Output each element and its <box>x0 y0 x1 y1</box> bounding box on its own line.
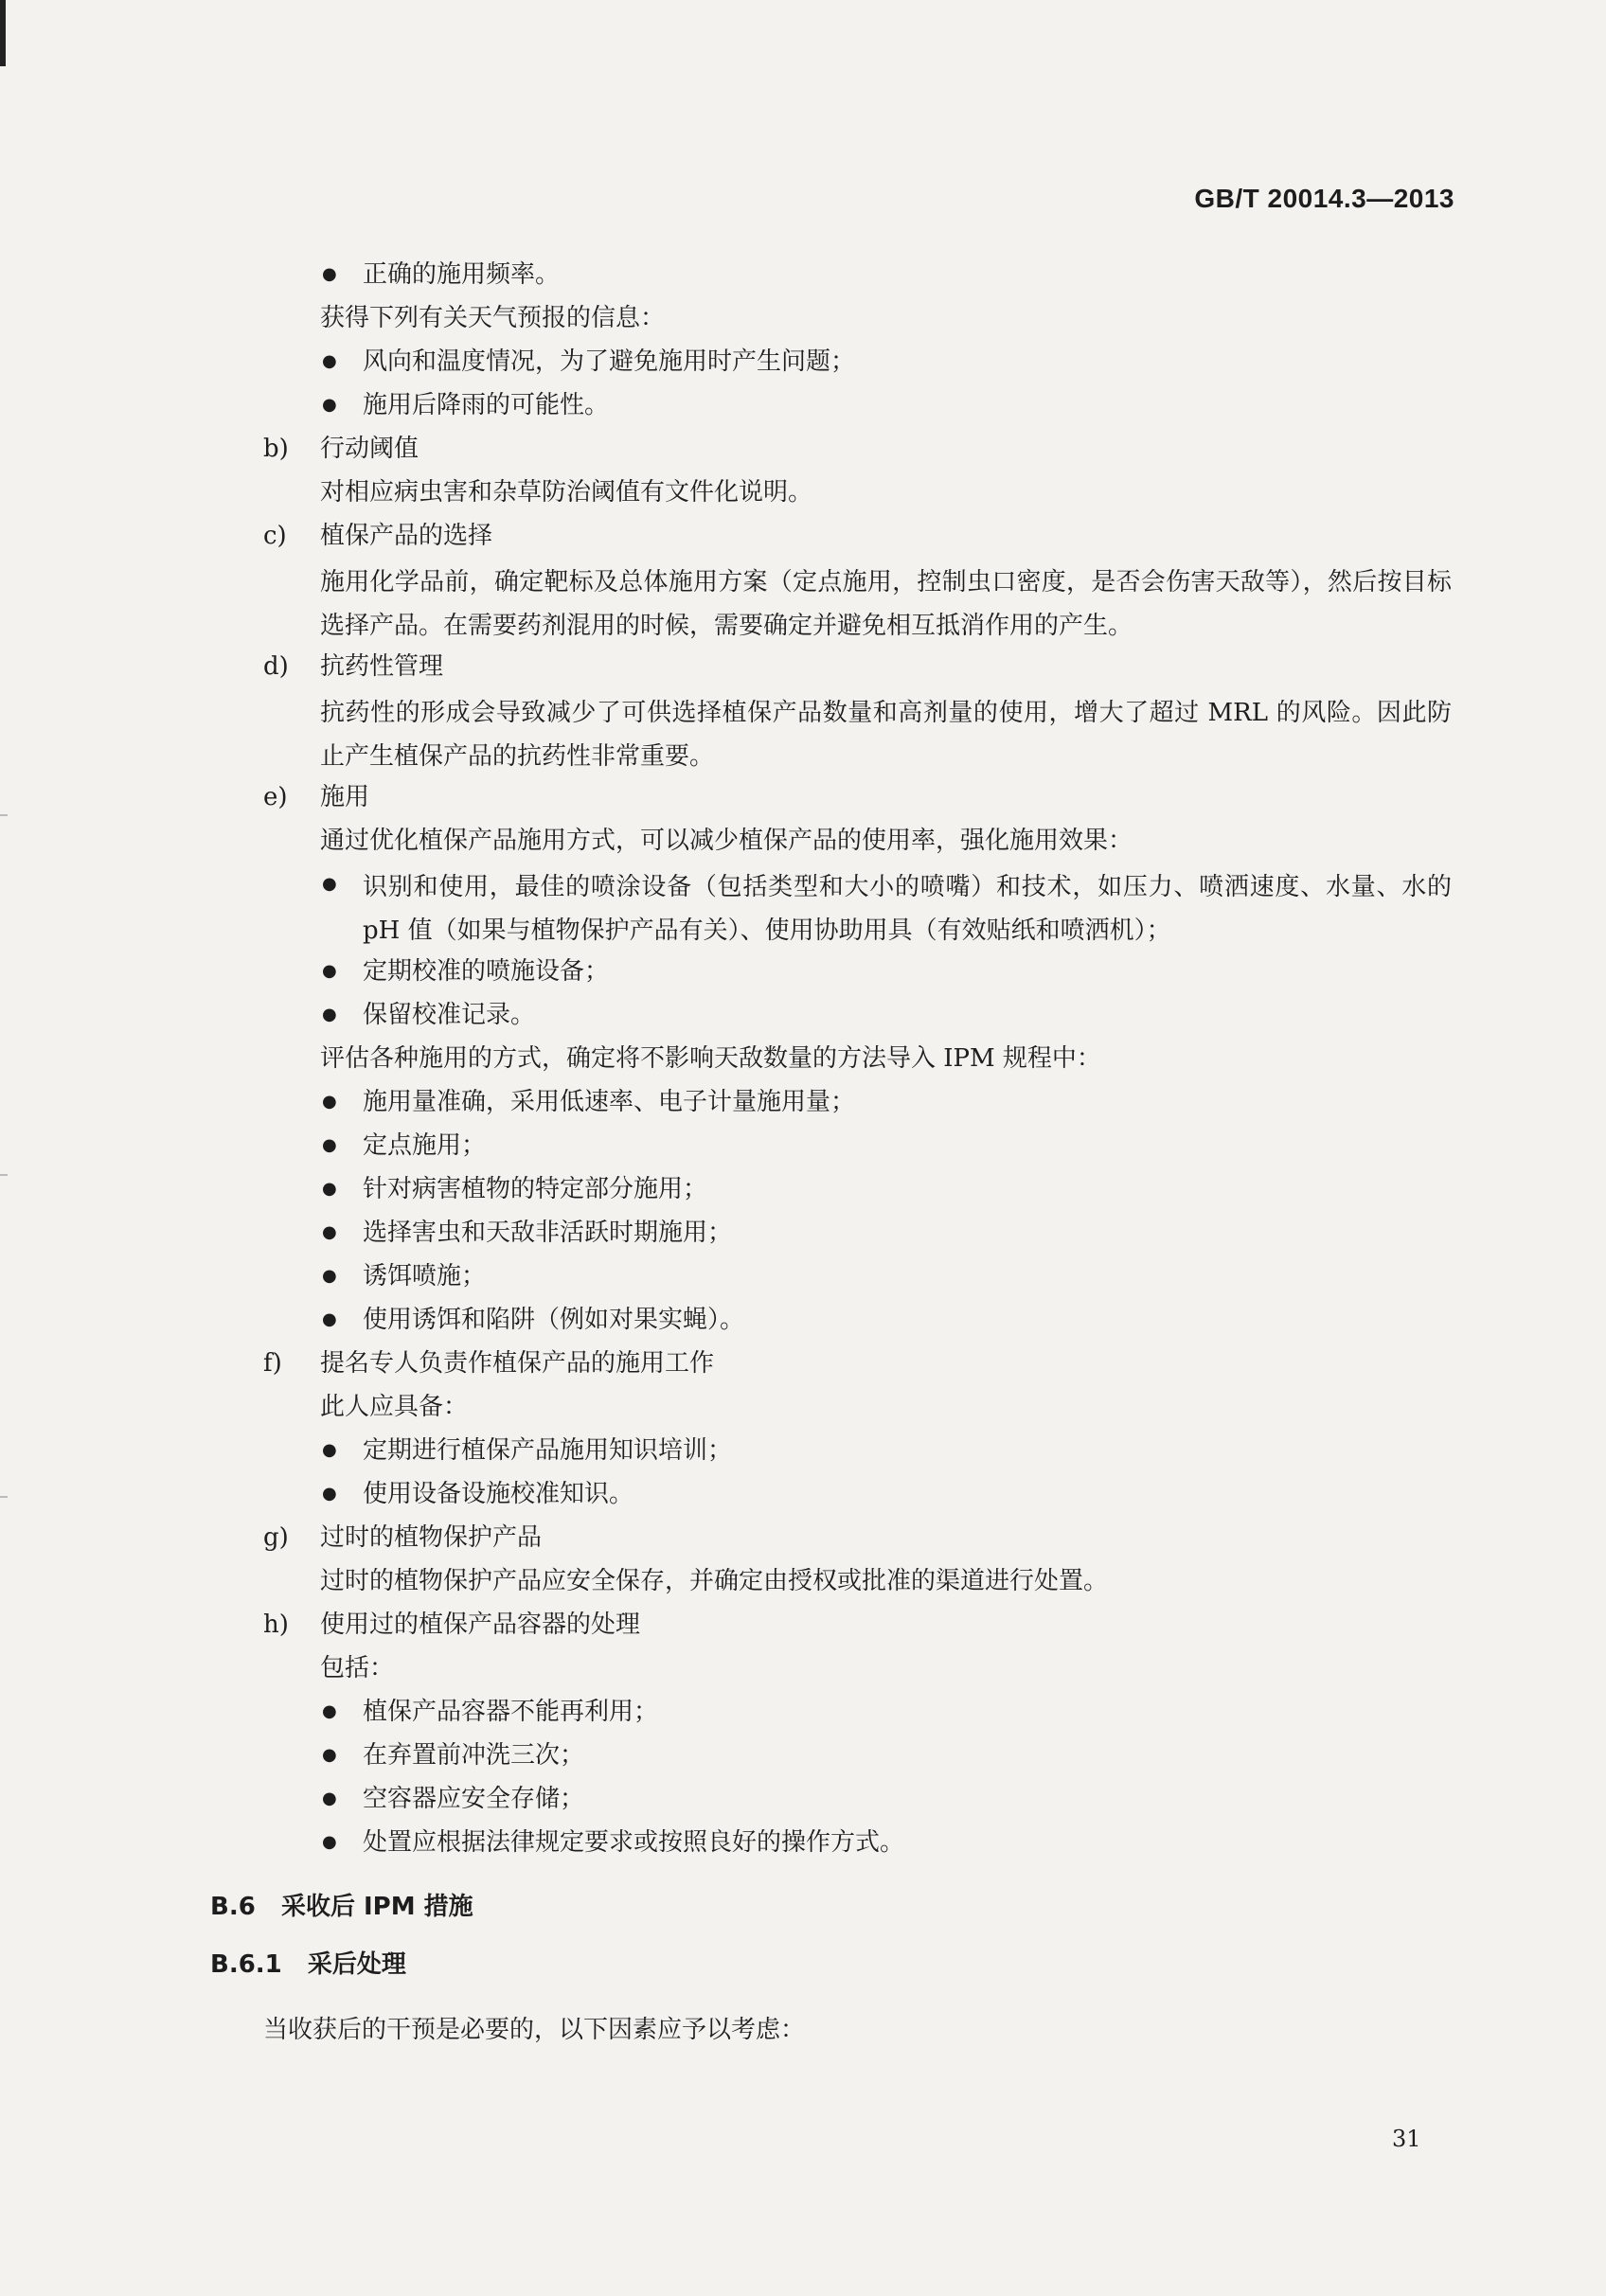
bullet-item-text: 定点施用； <box>363 1131 487 1160</box>
list-item-title: 抗药性管理 <box>320 652 444 681</box>
list-item-letter: e) <box>263 783 288 811</box>
scan-edge-tick <box>0 1496 8 1498</box>
bullet-marker: ● <box>322 1309 337 1329</box>
list-item-letter: d) <box>263 652 289 681</box>
text-line: 对相应病虫害和杂草防治阈值有文件化说明。 <box>320 478 813 507</box>
list-item-letter: b) <box>263 435 289 463</box>
bullet-item-text: 正确的施用频率。 <box>363 260 561 289</box>
text-line: 此人应具备： <box>320 1393 469 1421</box>
bullet-marker: ● <box>322 1701 337 1721</box>
scan-edge-tick <box>0 1174 8 1176</box>
bullet-marker: ● <box>322 1789 337 1808</box>
list-item-letter: c) <box>263 522 287 550</box>
section-title: 采收后 IPM 措施 <box>280 1893 473 1921</box>
scan-edge-tick <box>0 814 8 816</box>
text-line: 包括： <box>320 1654 395 1682</box>
text-line: 获得下列有关天气预报的信息： <box>320 304 666 332</box>
list-item-title: 行动阈值 <box>320 435 419 463</box>
bullet-marker: ● <box>322 1092 337 1112</box>
list-item-letter: f) <box>263 1349 282 1378</box>
section-number: B.6.1 <box>210 1950 282 1979</box>
bullet-marker: ● <box>322 395 337 415</box>
bullet-marker: ● <box>322 1005 337 1024</box>
bullet-marker: ● <box>322 874 337 894</box>
bullet-item-text: 定期进行植保产品施用知识培训； <box>363 1436 733 1465</box>
text-line: 评估各种施用的方式，确定将不影响天敌数量的方法导入 IPM 规程中： <box>320 1044 1101 1073</box>
paragraph: 施用化学品前，确定靶标及总体施用方案（定点施用，控制虫口密度，是否会伤害天敌等），然后按目标选择产品。在需要药剂混用的时候，需要确定并避免相互抵消作用的产生。 <box>320 568 1452 640</box>
bullet-item-text: 使用诱饵和陷阱（例如对果实蝇）。 <box>363 1306 745 1334</box>
bullet-item-text: 保留校准记录。 <box>363 1001 536 1029</box>
page-number: 31 <box>1392 2126 1421 2152</box>
list-item-title: 提名专人负责作植保产品的施用工作 <box>320 1349 715 1378</box>
bullet-marker: ● <box>322 351 337 371</box>
bullet-item-text: 识别和使用，最佳的喷涂设备（包括类型和大小的喷嘴）和技术，如压力、喷洒速度、水量、水的 pH 值（如果与植物保护产品有关）、使用协助用具（有效贴纸和喷洒机）； <box>363 873 1452 945</box>
section-heading-b6 <box>210 1888 473 1926</box>
bullet-marker: ● <box>322 1745 337 1765</box>
bullet-item-text: 定期校准的喷施设备； <box>363 957 610 986</box>
bullet-item-text: 施用量准确，采用低速率、电子计量施用量； <box>363 1088 856 1116</box>
bullet-item-text: 在弃置前冲洗三次； <box>363 1741 585 1770</box>
paragraph: 抗药性的形成会导致减少了可供选择植保产品数量和高剂量的使用，增大了超过 MRL 的风险。因此防止产生植保产品的抗药性非常重要。 <box>320 699 1452 771</box>
section-title: 采后处理 <box>307 1950 406 1979</box>
closing-paragraph: 当收获后的干预是必要的，以下因素应予以考虑： <box>263 2016 806 2044</box>
section-number: B.6 <box>210 1893 256 1921</box>
list-item-title: 过时的植物保护产品 <box>320 1523 543 1552</box>
scan-edge-mark <box>0 0 6 66</box>
bullet-item-text: 选择害虫和天敌非活跃时期施用； <box>363 1219 733 1247</box>
bullet-item-text: 针对病害植物的特定部分施用； <box>363 1175 708 1203</box>
bullet-marker: ● <box>322 1179 337 1199</box>
bullet-item-text: 诱饵喷施； <box>363 1262 487 1290</box>
list-item-letter: g) <box>263 1523 289 1552</box>
bullet-item-text: 风向和温度情况，为了避免施用时产生问题； <box>363 347 856 376</box>
section-heading-b6-1 <box>210 1946 406 1984</box>
text-line: 通过优化植保产品施用方式，可以减少植保产品的使用率，强化施用效果： <box>320 827 1133 855</box>
text-line: 过时的植物保护产品应安全保存，并确定由授权或批准的渠道进行处置。 <box>320 1567 1109 1595</box>
bullet-item-text: 处置应根据法律规定要求或按照良好的操作方式。 <box>363 1828 905 1857</box>
bullet-marker: ● <box>322 1484 337 1504</box>
list-item-title: 植保产品的选择 <box>320 522 493 550</box>
bullet-marker: ● <box>322 1440 337 1460</box>
bullet-marker: ● <box>322 1266 337 1286</box>
bullet-marker: ● <box>322 1135 337 1155</box>
bullet-item-text: 植保产品容器不能再利用； <box>363 1698 659 1726</box>
bullet-marker: ● <box>322 1222 337 1242</box>
list-item-title: 使用过的植保产品容器的处理 <box>320 1611 641 1639</box>
list-item-letter: h) <box>263 1611 289 1639</box>
bullet-item-text: 空容器应安全存储； <box>363 1785 585 1813</box>
bullet-marker: ● <box>322 961 337 981</box>
bullet-item-text: 使用设备设施校准知识。 <box>363 1480 634 1508</box>
bullet-marker: ● <box>322 264 337 284</box>
list-item-title: 施用 <box>320 783 370 811</box>
standard-code: GB/T 20014.3—2013 <box>1194 184 1454 213</box>
bullet-item-text: 施用后降雨的可能性。 <box>363 391 610 419</box>
bullet-marker: ● <box>322 1832 337 1852</box>
